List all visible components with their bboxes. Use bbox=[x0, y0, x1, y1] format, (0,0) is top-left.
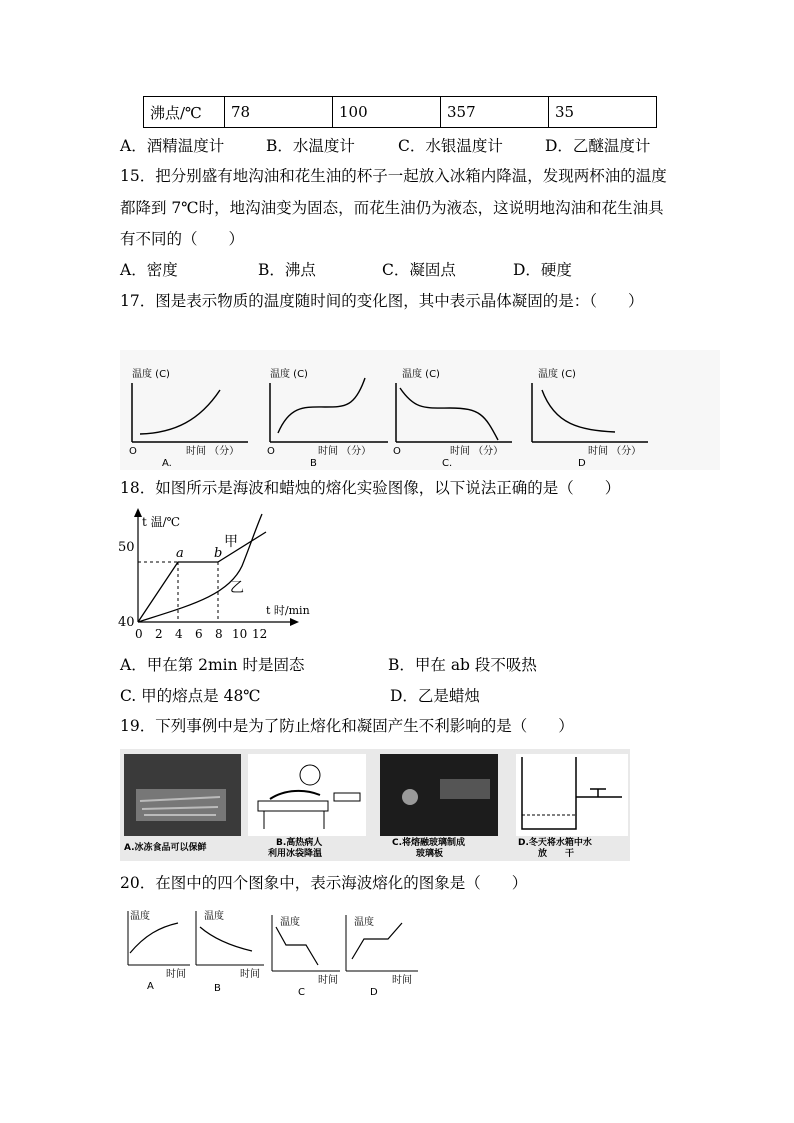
q14-option-c: C．水银温度计 bbox=[398, 137, 503, 155]
origin-label: O bbox=[129, 446, 137, 457]
photo-a-food bbox=[136, 789, 226, 821]
photo-d bbox=[516, 754, 628, 836]
q20-y-label: 温度 bbox=[204, 911, 224, 922]
q15-option-d: D．硬度 bbox=[513, 261, 572, 279]
x-tick: 0 bbox=[135, 627, 143, 641]
q19-caption-d2: 放 干 bbox=[538, 849, 575, 859]
q20-graph-b bbox=[196, 909, 264, 994]
graph-label: B bbox=[310, 458, 317, 469]
q17-figure bbox=[120, 350, 720, 470]
point-b: b bbox=[214, 546, 223, 561]
q17-x-label: 时间 （分） bbox=[450, 446, 504, 457]
q17-y-label: 温度 (C) bbox=[132, 369, 170, 380]
series-yi bbox=[138, 514, 262, 622]
q19-caption-c2: 玻璃板 bbox=[416, 849, 444, 859]
boiling-point-table bbox=[143, 96, 657, 128]
q15-option-b: B．沸点 bbox=[258, 261, 316, 279]
q19-question: 19．下列事例中是为了防止熔化和凝固产生不利影响的是（ ） bbox=[120, 717, 574, 735]
q18-option-d: D．乙是蜡烛 bbox=[390, 687, 480, 705]
graph-label: D bbox=[578, 458, 586, 469]
q19-caption-a: A.冰冻食品可以保鲜 bbox=[124, 843, 207, 853]
q20-y-label: 温度 bbox=[130, 911, 150, 922]
graph-label: C bbox=[298, 987, 305, 998]
photo-c-machine bbox=[440, 779, 490, 799]
q14-option-b: B．水温度计 bbox=[266, 137, 355, 155]
series-jia-label: 甲 bbox=[224, 534, 238, 550]
q17-y-label: 温度 (C) bbox=[402, 369, 440, 380]
graph-label: A. bbox=[162, 458, 172, 469]
q17-x-label: 时间 （分） bbox=[318, 446, 372, 457]
curve bbox=[276, 927, 318, 965]
q18-option-a: A．甲在第 2min 时是固态 bbox=[120, 656, 305, 674]
q18-graph bbox=[118, 506, 318, 648]
point-a: a bbox=[176, 546, 184, 561]
x-tick: 6 bbox=[195, 627, 203, 641]
q17-x-label: 时间 （分） bbox=[186, 446, 240, 457]
q17-question: 17．图是表示物质的温度随时间的变化图，其中表示晶体凝固的是：（ ） bbox=[120, 292, 644, 310]
x-tick: 10 bbox=[232, 627, 248, 641]
q15-line-3: 有不同的（ ） bbox=[120, 230, 245, 248]
photo-b bbox=[248, 754, 366, 836]
graph-label: B bbox=[214, 983, 221, 994]
q20-graph-a bbox=[128, 909, 190, 992]
q20-figure bbox=[120, 905, 430, 1000]
q20-graph-d bbox=[346, 915, 418, 998]
series-yi-label: 乙 bbox=[230, 580, 244, 596]
q15-line-2: 都降到 7℃时，地沟油变为固态，而花生油仍为液态，这说明地沟油和花生油具 bbox=[120, 199, 664, 217]
x-axis-label: t 时/min bbox=[266, 604, 310, 617]
table-cell: 35 bbox=[549, 97, 657, 128]
table-label-cell: 沸点/℃ bbox=[144, 97, 225, 128]
q20-y-label: 温度 bbox=[354, 917, 374, 928]
q14-option-a: A．酒精温度计 bbox=[120, 137, 225, 155]
x-tick: 4 bbox=[175, 627, 183, 641]
table-cell: 357 bbox=[441, 97, 549, 128]
q18-question: 18．如图所示是海波和蜡烛的熔化实验图像，以下说法正确的是（ ） bbox=[120, 479, 621, 497]
q20-y-label: 温度 bbox=[280, 917, 300, 928]
q20-question: 20．在图中的四个图象中，表示海波熔化的图象是（ ） bbox=[120, 874, 528, 892]
q20-x-label: 时间 bbox=[166, 969, 186, 980]
graph-label: D bbox=[370, 987, 378, 998]
q17-x-label: 时间 （分） bbox=[588, 446, 642, 457]
q20-x-label: 时间 bbox=[240, 969, 260, 980]
q15-line-1: 15．把分别盛有地沟油和花生油的杯子一起放入冰箱内降温，发现两杯油的温度 bbox=[120, 167, 667, 185]
q19-caption-b1: B.高热病人 bbox=[276, 838, 323, 848]
origin-label: O bbox=[393, 446, 401, 457]
series-jia bbox=[138, 532, 266, 622]
curve bbox=[130, 923, 178, 953]
q20-x-label: 时间 bbox=[392, 975, 412, 986]
x-tick: 8 bbox=[215, 627, 223, 641]
x-axis-arrow bbox=[290, 618, 299, 626]
y-axis-arrow bbox=[134, 508, 142, 517]
q19-caption-b2: 利用冰袋降温 bbox=[268, 849, 323, 859]
q18-option-c: C. 甲的熔点是 48℃ bbox=[120, 687, 261, 705]
y-tick-50: 50 bbox=[118, 540, 135, 555]
graph-label: C. bbox=[442, 458, 453, 469]
y-axis-label: t 温/℃ bbox=[142, 515, 181, 529]
table-cell: 100 bbox=[333, 97, 441, 128]
table-cell: 78 bbox=[225, 97, 333, 128]
q17-y-label: 温度 (C) bbox=[538, 369, 576, 380]
curve bbox=[200, 927, 252, 951]
y-tick-40: 40 bbox=[118, 615, 135, 630]
q19-caption-d1: D.冬天将水箱中水 bbox=[518, 838, 592, 848]
curve bbox=[352, 923, 402, 959]
q17-y-label: 温度 (C) bbox=[270, 369, 308, 380]
q19-caption-c1: C.将熔融玻璃制成 bbox=[392, 838, 466, 848]
q20-x-label: 时间 bbox=[318, 975, 338, 986]
q15-option-c: C．凝固点 bbox=[382, 261, 456, 279]
q20-graph-c bbox=[272, 915, 340, 998]
table-row bbox=[144, 97, 657, 128]
q15-option-a: A．密度 bbox=[120, 261, 178, 279]
graph-label: A bbox=[147, 981, 154, 992]
x-tick: 2 bbox=[155, 627, 163, 641]
q14-option-d: D．乙醚温度计 bbox=[545, 137, 651, 155]
photo-c-glow bbox=[402, 789, 418, 805]
origin-label: O bbox=[267, 446, 275, 457]
q18-option-b: B．甲在 ab 段不吸热 bbox=[388, 656, 537, 674]
x-tick: 12 bbox=[252, 627, 268, 641]
